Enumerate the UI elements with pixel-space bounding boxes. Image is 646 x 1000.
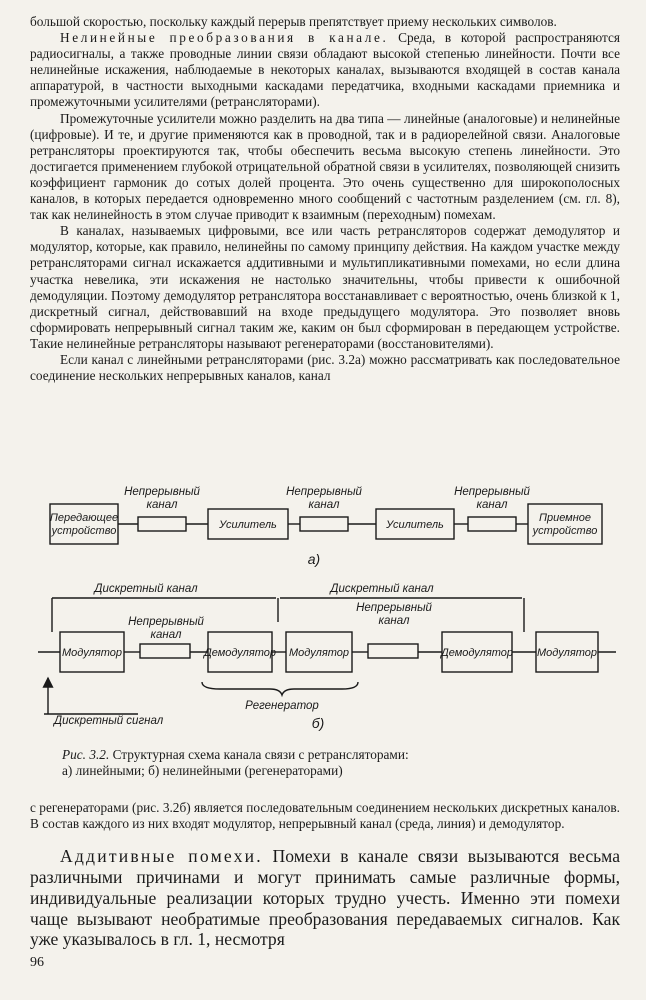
figure-caption — [62, 747, 602, 779]
regenerator-label: Регенератор — [245, 700, 319, 712]
sublabel-b: б) — [311, 715, 325, 731]
channel-label-b2-l1: Непрерывный — [356, 602, 432, 614]
paragraph-2: Промежуточные усилители можно разделить на два типа — линейные (аналоговые) и нелинейные (цифровые). И те, и другие применяются как в проводной, так и в радиорелейной связи. Аналоговые ретрансляторы проектируются так, чтобы обеспечить весьма высокую степень линейности. Это достигается применением глубокой отрицательной обратной связи в усилителях, позволяющей снизить коэффициент гармоник до сотых долей процента. Это очень существенно для широкополосных каналов, в которых передается одновременно много сообщений с частотным разделением (см. гл. 8), так как нелинейность в этом случае приводит к взаимным (переходным) помехам. — [30, 110, 620, 223]
transmitter-label-l2: устройство — [51, 525, 117, 537]
receiver-box — [528, 504, 602, 544]
caption-line-2: а) линейными; б) нелинейными (регенераторами) — [62, 763, 343, 778]
receiver-label-l2: устройство — [532, 525, 598, 537]
receiver-label-l1: Приемное — [538, 512, 592, 524]
discrete-channel-label-2: Дискретный канал — [330, 583, 434, 595]
continuous-channel-box-2 — [300, 517, 348, 531]
figure-3-2 — [30, 482, 620, 742]
channel-label-a3-l1: Непрерывный — [454, 486, 530, 498]
paragraph-4: Если канал с линейными ретрансляторами (рис. 3.2а) можно рассматривать как последовательное соединение нескольких непрерывных каналов, канал — [30, 351, 620, 384]
channel-label-b1-l1: Непрерывный — [128, 616, 204, 628]
paragraph-3: В каналах, называемых цифровыми, все или часть ретрансляторов содержат демодулятор и модулятор, которые, как правило, нелинейны по самому принципу действия. На каждом участке между ретрансляторами сигнал искажается аддитивными и мультипликативными помехами, но если длина участка невелика, эти искажения не настолько значительны, чтобы привести к ошибочной демодуляции. Поэтому демодулятор ретранслятора восстанавливает с вероятностью, очень близкой к 1, дискретный сигнал, действовавший на входе предыдущего модулятора. Это позволяет вновь сформировать непрерывный сигнал таким же, каким он был сформирован в передающем устройстве. Такие нелинейные ретрансляторы называют регенераторами (восстановителями). — [30, 223, 620, 351]
paragraph-1 — [30, 30, 620, 110]
amplifier-label-1: Усилитель — [219, 519, 277, 531]
block-diagram — [30, 482, 620, 742]
demodulator-label-1: Демодулятор — [203, 647, 277, 659]
channel-label-a1-l1: Непрерывный — [124, 486, 200, 498]
section-heading-additive: Аддитивные помехи. — [60, 846, 263, 867]
channel-label-a3-l2: канал — [476, 499, 508, 511]
caption-text: Структурная схема канала связи с ретрансляторами: — [109, 747, 409, 762]
continuous-channel-box-b1 — [140, 644, 190, 658]
transmitter-label-l1: Передающее — [49, 512, 119, 524]
paragraph-0: большой скоростью, поскольку каждый перерыв препятствует приему нескольких символов. — [30, 14, 557, 29]
transmitter-box — [50, 504, 118, 544]
discrete-signal-label: Дискретный сигнал — [54, 715, 164, 727]
body-text — [30, 14, 620, 384]
continuous-channel-box-3 — [468, 517, 516, 531]
caption-line-1 — [62, 747, 602, 763]
caption-lead: Рис. 3.2. — [62, 747, 110, 762]
channel-label-b2-l2: канал — [378, 615, 410, 627]
page-number: 96 — [30, 955, 44, 970]
section-heading-nonlinear: Нелинейные преобразования в канале. — [60, 30, 389, 46]
paragraph-1-text: Среда, в которой распространяются радиосигналы, а также проводные линии связи обладают высокой степенью линейности. Почти все нелинейные искажения, наблюдаемые в некоторых каналах, вызываются входящей в состав канала аппаратурой, в частности выходными каскадами передатчика, входными каскадами приемника и промежуточными усилителями (ретрансляторами). — [30, 30, 620, 110]
channel-label-b1-l2: канал — [150, 629, 182, 641]
channel-label-a2-l1: Непрерывный — [286, 486, 362, 498]
modulator-label-1: Модулятор — [62, 647, 122, 659]
amplifier-label-2: Усилитель — [386, 519, 444, 531]
modulator-label-2: Модулятор — [289, 647, 349, 659]
channel-label-a1-l2: канал — [146, 499, 178, 511]
discrete-channel-label-1: Дискретный канал — [94, 583, 198, 595]
body-text-continued — [30, 800, 620, 950]
modulator-label-3: Модулятор — [537, 647, 597, 659]
paragraph-6-text: Помехи в канале связи вызываются весьма различными причинами и могут принимать самые различные формы, индивидуальные реализации которых трудно учесть. Именно эти помехи чаще вызывают необратимые преобразования передаваемых сигналов. Как уже указывалось в гл. 1, несмотря — [30, 846, 620, 950]
continuous-channel-box-b2 — [368, 644, 418, 658]
paragraph-6 — [30, 846, 620, 950]
paragraph-5: с регенераторами (рис. 3.2б) является последовательным соединением нескольких дискретных каналов. В состав каждого из них входят модулятор, непрерывный канал (среда, линия) и демодулятор. — [30, 800, 620, 832]
sublabel-a: а) — [307, 551, 321, 567]
demodulator-label-2: Демодулятор — [440, 647, 514, 659]
continuous-channel-box-1 — [138, 517, 186, 531]
channel-label-a2-l2: канал — [308, 499, 340, 511]
